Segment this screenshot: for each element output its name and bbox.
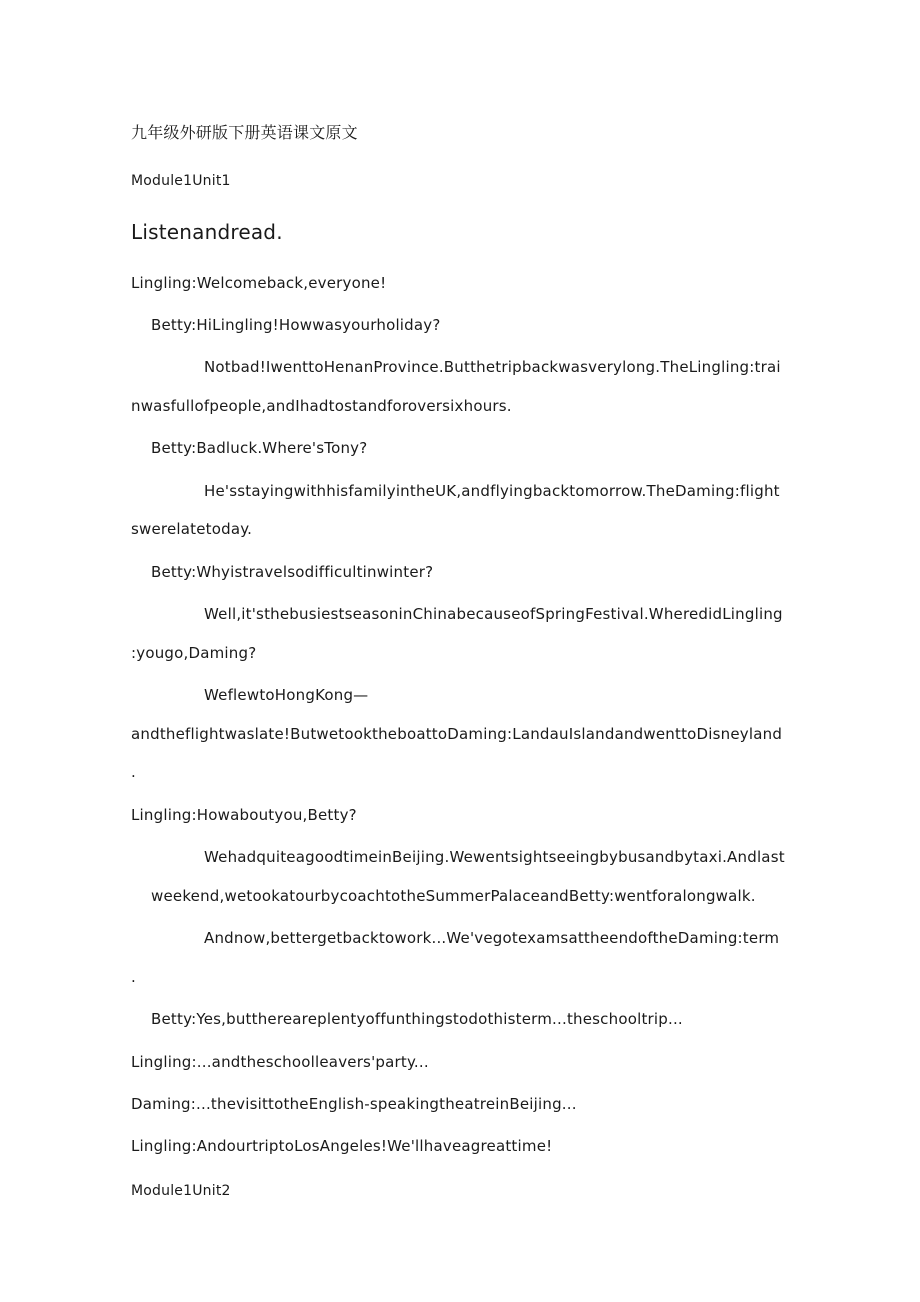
dialogue-line: Lingling:Welcomeback,everyone! [131, 274, 387, 292]
dialogue-line: Andnow,bettergetbacktowork...We'vegotexamsattheendoftheDaming:term [204, 929, 780, 947]
dialogue-line: Lingling:...andtheschoolleavers'party... [131, 1053, 429, 1071]
module-unit-heading: Module1Unit1 [131, 173, 231, 189]
document-title: 九年级外研版下册英语课文原文 [131, 123, 358, 142]
dialogue-line: Betty:HiLingling!Howwasyourholiday? [151, 316, 441, 334]
dialogue-line: Betty:Yes,butthereareplentyoffunthingstodothisterm...theschooltrip... [151, 1010, 683, 1028]
section-heading: Listenandread. [131, 220, 283, 244]
dialogue-line: Lingling:AndourtriptoLosAngeles!We'llhaveagreattime! [131, 1137, 553, 1155]
dialogue-line: andtheflightwaslate!ButwetooktheboattoDaming:LandauIslandandwenttoDisneyland [131, 725, 783, 743]
dialogue-line: nwasfullofpeople,andIhadtostandforoversixhours. [131, 397, 512, 415]
dialogue-line: WehadquiteagoodtimeinBeijing.Wewentsightseeingbybusandbytaxi.Andlast [204, 848, 785, 866]
dialogue-line: weekend,wetookatourbycoachtotheSummerPalaceandBetty:wentforalongwalk. [151, 887, 756, 905]
module-unit-heading-2: Module1Unit2 [131, 1183, 231, 1199]
dialogue-line: :yougo,Daming? [131, 644, 257, 662]
dialogue-line: . [131, 968, 136, 986]
dialogue-line: . [131, 763, 136, 781]
dialogue-line: Betty:Whyistravelsodifficultinwinter? [151, 563, 434, 581]
dialogue-line: swerelatetoday. [131, 520, 253, 538]
dialogue-line: Lingling:Howaboutyou,Betty? [131, 806, 357, 824]
dialogue-line: WeflewtoHongKong— [204, 686, 369, 704]
dialogue-line: Notbad!IwenttoHenanProvince.Butthetripbackwasverylong.TheLingling:trai [204, 358, 781, 376]
dialogue-line: Daming:...thevisittotheEnglish-speakingtheatreinBeijing... [131, 1095, 577, 1113]
dialogue-line: Well,it'sthebusiestseasoninChinabecauseofSpringFestival.WheredidLingling [204, 605, 783, 623]
dialogue-line: Betty:Badluck.Where'sTony? [151, 439, 368, 457]
dialogue-line: He'sstayingwithhisfamilyintheUK,andflyingbacktomorrow.TheDaming:flight [204, 482, 780, 500]
